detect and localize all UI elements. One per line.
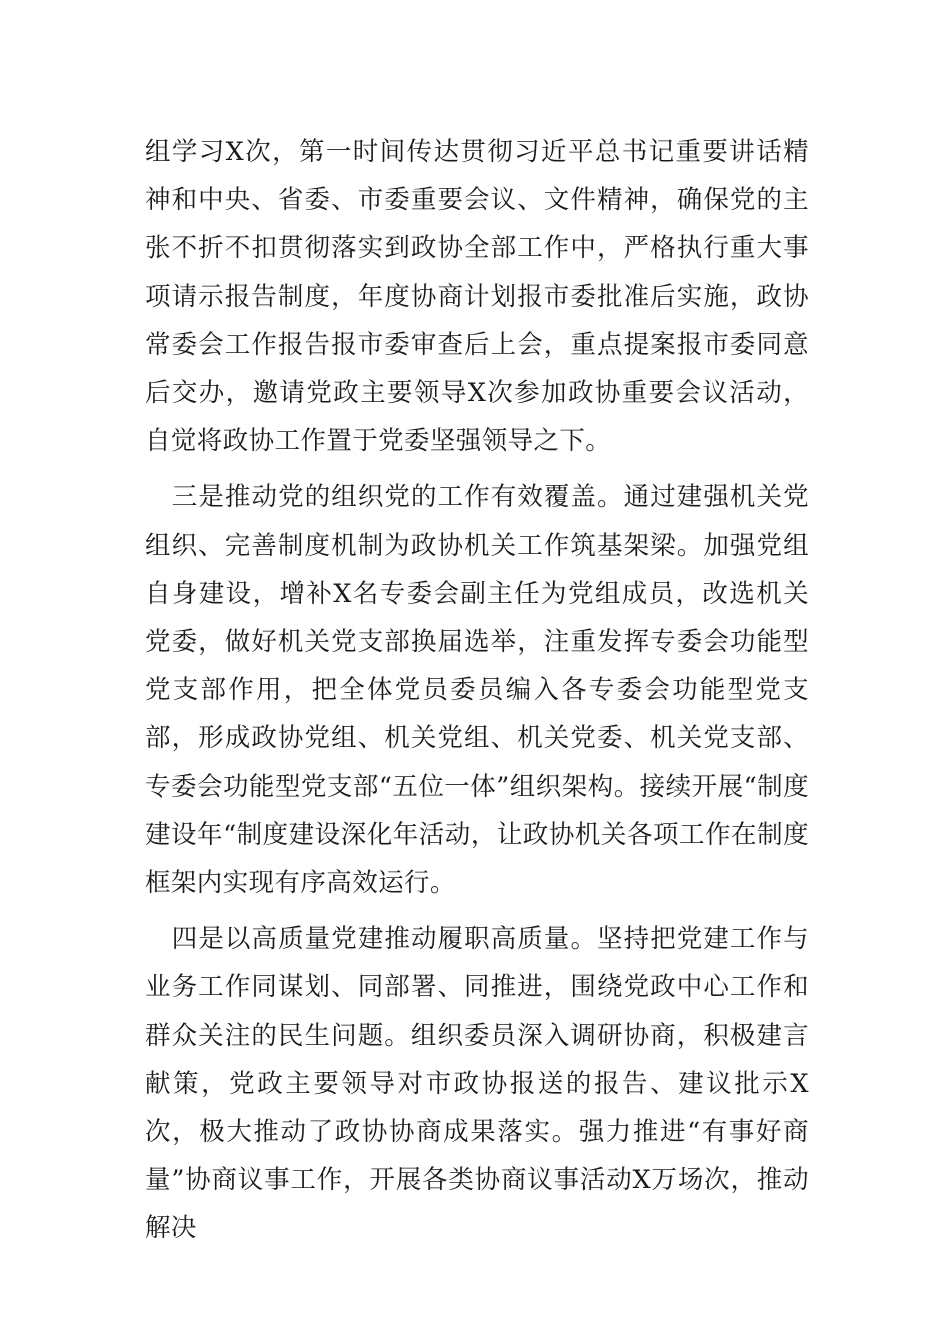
- paragraph-3: 四是以高质量党建推动履职高质量。坚持把党建工作与业务工作同谋划、同部署、同推进，围绕党政中心工作和群众关注的民生问题。组织委员深入调研协商，积极建言献策，党政主要领导对市政协报送的报告、建议批示X次，极大推动了政协协商成果落实。强力推进“有事好商量”协商议事工作，开展各类协商议事活动X万场次，推动解决: [145, 924, 809, 1244]
- document-body: [145, 128, 809, 1253]
- paragraph-2: 三是推动党的组织党的工作有效覆盖。通过建强机关党组织、完善制度机制为政协机关工作筑基架梁。加强党组自身建设，增补X名专委会副主任为党组成员，改选机关党委，做好机关党支部换届选举，注重发挥专委会功能型党支部作用，把全体党员委员编入各专委会功能型党支部，形成政协党组、机关党组、机关党委、机关党支部、专委会功能型党支部“五位一体”组织架构。接续开展“制度建设年“制度建设深化年活动，让政协机关各项工作在制度框架内实现有序高效运行。: [145, 482, 809, 899]
- paragraph-1: 组学习X次，第一时间传达贯彻习近平总书记重要讲话精神和中央、省委、市委重要会议、文件精神，确保党的主张不折不扣贯彻落实到政协全部工作中，严格执行重大事项请示报告制度，年度协商计划报市委批准后实施，政协常委会工作报告报市委审查后上会，重点提案报市委同意后交办，邀请党政主要领导X次参加政协重要会议活动，自觉将政协工作置于党委坚强领导之下。: [145, 137, 809, 457]
